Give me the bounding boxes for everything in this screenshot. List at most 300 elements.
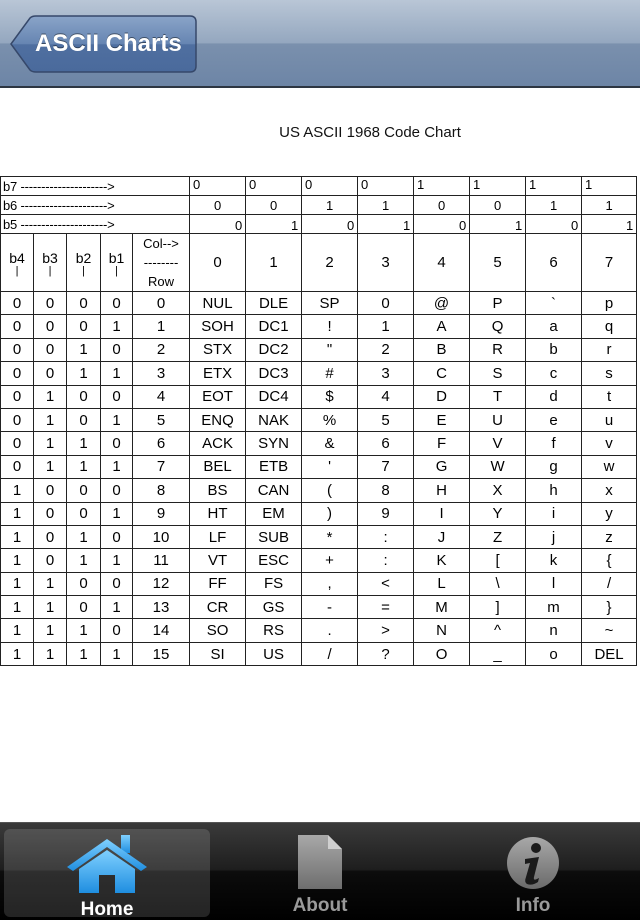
column-number: 5 (470, 234, 526, 292)
column-bit-cell (190, 215, 246, 234)
character-cell: EM (246, 502, 302, 525)
row-bit-cell: 0 (1, 385, 34, 408)
tab-about[interactable] (217, 829, 423, 917)
character-cell: N (414, 619, 470, 642)
row-number: 3 (133, 362, 190, 385)
character-cell: K (414, 549, 470, 572)
character-cell: n (526, 619, 582, 642)
row-bit-cell: 0 (1, 315, 34, 338)
row-bit-cell: 1 (34, 385, 67, 408)
row-bit-cell: 1 (34, 455, 67, 478)
column-bit-b6: 0 (438, 198, 446, 213)
row-bit-cell: 0 (101, 432, 133, 455)
row-bit-cell: 1 (101, 455, 133, 478)
row-bit-cell: 1 (67, 549, 101, 572)
row-bit-cell: 0 (67, 385, 101, 408)
tab-home[interactable] (4, 829, 210, 920)
column-bit-cell (582, 177, 637, 196)
character-cell: M (414, 596, 470, 619)
row-bit-cell: 0 (101, 338, 133, 361)
row-bit-cell: 0 (34, 525, 67, 548)
column-bit-cell (358, 177, 414, 196)
character-cell: / (582, 572, 637, 595)
row-bit-cell: 0 (101, 619, 133, 642)
character-cell: r (582, 338, 637, 361)
column-bit-b7: 1 (417, 177, 425, 192)
column-number: 1 (246, 234, 302, 292)
row-bit-cell: 0 (34, 362, 67, 385)
row-bit-cell: 1 (1, 549, 34, 572)
row-bit-cell: 0 (1, 362, 34, 385)
character-cell: D (414, 385, 470, 408)
row-bit-header (67, 234, 101, 292)
column-bit-cell (582, 215, 637, 234)
character-cell: x (582, 479, 637, 502)
character-cell: SYN (246, 432, 302, 455)
row-bit-cell: 0 (34, 502, 67, 525)
character-cell: ^ (470, 619, 526, 642)
column-bit-cell (190, 177, 246, 196)
row-bit-cell: 1 (67, 619, 101, 642)
row-bit-cell: 0 (101, 572, 133, 595)
table-row (1, 596, 637, 619)
column-bit-cell (470, 177, 526, 196)
row-bit-cell: 0 (67, 479, 101, 502)
character-cell: p (582, 292, 637, 315)
row-bit-cell: 0 (67, 292, 101, 315)
row-number: 10 (133, 525, 190, 548)
row-bit-cell: 0 (34, 479, 67, 502)
table-row (1, 455, 637, 478)
column-bit-b7: 0 (249, 177, 257, 192)
character-cell: % (302, 408, 358, 431)
character-cell: k (526, 549, 582, 572)
character-cell: g (526, 455, 582, 478)
column-bit-b7: 1 (585, 177, 593, 192)
character-cell: : (358, 549, 414, 572)
row-bit-cell: 1 (101, 315, 133, 338)
character-cell: GS (246, 596, 302, 619)
column-bit-b6: 1 (550, 198, 558, 213)
character-cell: SI (190, 642, 246, 665)
character-cell: { (582, 549, 637, 572)
character-cell: Q (470, 315, 526, 338)
column-bit-cell (246, 177, 302, 196)
column-number: 0 (190, 234, 246, 292)
column-bit-b6: 1 (605, 198, 613, 213)
character-cell: ENQ (190, 408, 246, 431)
character-cell: C (414, 362, 470, 385)
character-cell: BEL (190, 455, 246, 478)
character-cell: ( (302, 479, 358, 502)
character-cell: ' (302, 455, 358, 478)
column-bit-b5: 1 (515, 218, 523, 233)
row-bit-cell: 0 (1, 432, 34, 455)
col-row-header-dashes: -------- (143, 255, 179, 270)
character-cell: DC3 (246, 362, 302, 385)
character-cell: DLE (246, 292, 302, 315)
character-cell: RS (246, 619, 302, 642)
column-bit-cell (470, 215, 526, 234)
character-cell: + (302, 549, 358, 572)
character-cell: j (526, 525, 582, 548)
column-bit-cell (526, 215, 582, 234)
document-icon (296, 833, 344, 891)
character-cell: ESC (246, 549, 302, 572)
row-bit-cell: 0 (1, 292, 34, 315)
row-bit-cell: 1 (34, 408, 67, 431)
character-cell: t (582, 385, 637, 408)
column-bit-b5: 1 (403, 218, 411, 233)
row-bit-cell: 0 (1, 408, 34, 431)
row-bit-cell: 1 (34, 572, 67, 595)
row-number: 12 (133, 572, 190, 595)
character-cell: _ (470, 642, 526, 665)
row-number: 0 (133, 292, 190, 315)
ascii-code-chart (0, 176, 637, 666)
row-bit-header-label: b4 (9, 249, 25, 266)
row-bit-cell: 1 (1, 479, 34, 502)
row-number: 6 (133, 432, 190, 455)
bit-label-b6: b6 ---------------------> (1, 196, 190, 215)
character-cell: u (582, 408, 637, 431)
home-icon (65, 833, 149, 895)
row-bit-cell: 1 (1, 619, 34, 642)
character-cell: s (582, 362, 637, 385)
character-cell: T (470, 385, 526, 408)
column-number: 3 (358, 234, 414, 292)
tab-bar (0, 822, 640, 920)
character-cell: Y (470, 502, 526, 525)
character-cell: " (302, 338, 358, 361)
character-cell: m (526, 596, 582, 619)
row-bit-cell: 0 (101, 479, 133, 502)
row-bit-header-label: b2 (75, 249, 92, 266)
column-bit-b6: 0 (494, 198, 502, 213)
character-cell: DC4 (246, 385, 302, 408)
row-bit-cell: 0 (34, 315, 67, 338)
character-cell: FF (190, 572, 246, 595)
row-number: 9 (133, 502, 190, 525)
column-bit-b6: 1 (382, 198, 390, 213)
table-row (1, 362, 637, 385)
character-cell: 1 (358, 315, 414, 338)
character-cell: ` (526, 292, 582, 315)
row-bit-header-label: b3 (42, 249, 58, 266)
column-bit-b5: 1 (626, 218, 634, 233)
character-cell: I (414, 502, 470, 525)
character-cell: q (582, 315, 637, 338)
character-cell: G (414, 455, 470, 478)
row-number: 15 (133, 642, 190, 665)
row-bit-cell: 0 (67, 315, 101, 338)
bit-label-b5: b5 ---------------------> (1, 215, 190, 234)
row-bit-cell: 0 (67, 408, 101, 431)
row-bit-cell: 0 (67, 596, 101, 619)
character-cell: VT (190, 549, 246, 572)
column-bit-b6: 0 (214, 198, 222, 213)
column-bit-b7: 0 (361, 177, 369, 192)
column-bit-cell (414, 177, 470, 196)
column-bit-b5: 0 (347, 218, 355, 233)
column-number: 4 (414, 234, 470, 292)
row-bit-cell: 0 (34, 292, 67, 315)
row-bit-cell: 0 (67, 502, 101, 525)
navigation-bar (0, 0, 640, 88)
column-bit-b5: 0 (235, 218, 243, 233)
row-number: 13 (133, 596, 190, 619)
character-cell: FS (246, 572, 302, 595)
table-row (1, 479, 637, 502)
character-cell: DC1 (246, 315, 302, 338)
character-cell: y (582, 502, 637, 525)
row-bit-cell: 0 (1, 455, 34, 478)
character-cell: ACK (190, 432, 246, 455)
row-bit-cell: 1 (101, 502, 133, 525)
row-bit-cell: 1 (1, 525, 34, 548)
character-cell: SP (302, 292, 358, 315)
page-title: US ASCII 1968 Code Chart (279, 124, 461, 141)
character-cell: X (470, 479, 526, 502)
character-cell: [ (470, 549, 526, 572)
character-cell: STX (190, 338, 246, 361)
row-bit-cell: 1 (67, 338, 101, 361)
column-bit-b7: 1 (529, 177, 537, 192)
row-bit-header-label: b1 (108, 249, 125, 266)
column-bit-cell (414, 196, 470, 215)
character-cell: z (582, 525, 637, 548)
tab-home-label: Home (80, 899, 134, 920)
table-row (1, 292, 637, 315)
character-cell: EOT (190, 385, 246, 408)
column-bit-b7: 0 (305, 177, 313, 192)
col-row-header-row: Row (148, 274, 175, 289)
row-bit-cell: 1 (101, 408, 133, 431)
col-row-header (133, 234, 190, 292)
column-bit-cell (526, 177, 582, 196)
column-number: 7 (582, 234, 637, 292)
character-cell: 5 (358, 408, 414, 431)
character-cell: 2 (358, 338, 414, 361)
row-bit-cell: 1 (34, 432, 67, 455)
character-cell: ] (470, 596, 526, 619)
character-cell: c (526, 362, 582, 385)
table-row (1, 525, 637, 548)
column-bit-cell (190, 196, 246, 215)
character-cell: DEL (582, 642, 637, 665)
character-cell: L (414, 572, 470, 595)
character-cell: P (470, 292, 526, 315)
column-bit-cell (358, 196, 414, 215)
column-bit-cell (302, 215, 358, 234)
character-cell: J (414, 525, 470, 548)
table-row (1, 642, 637, 665)
character-cell: BS (190, 479, 246, 502)
row-bit-header (101, 234, 133, 292)
table-row (1, 385, 637, 408)
row-bit-header-bar: | (15, 264, 19, 277)
row-bit-cell: 1 (67, 432, 101, 455)
table-row (1, 502, 637, 525)
row-bit-cell: 0 (101, 525, 133, 548)
character-cell: W (470, 455, 526, 478)
character-cell: SUB (246, 525, 302, 548)
row-bit-cell: 1 (1, 502, 34, 525)
character-cell: } (582, 596, 637, 619)
tab-about-label: About (292, 895, 348, 916)
row-number: 8 (133, 479, 190, 502)
row-bit-cell: 0 (101, 385, 133, 408)
character-cell: 4 (358, 385, 414, 408)
character-cell: U (470, 408, 526, 431)
column-bit-cell (302, 177, 358, 196)
row-bit-cell: 1 (67, 455, 101, 478)
bit-row-b5 (1, 215, 637, 234)
character-cell: ~ (582, 619, 637, 642)
column-bit-cell (582, 196, 637, 215)
table-row (1, 619, 637, 642)
column-bit-cell (246, 215, 302, 234)
row-bit-cell: 0 (34, 338, 67, 361)
row-number: 11 (133, 549, 190, 572)
row-bit-cell: 1 (1, 572, 34, 595)
row-bit-cell: 1 (67, 525, 101, 548)
column-number: 6 (526, 234, 582, 292)
column-bit-cell (246, 196, 302, 215)
character-cell: 3 (358, 362, 414, 385)
character-cell: B (414, 338, 470, 361)
character-cell: ? (358, 642, 414, 665)
character-cell: 8 (358, 479, 414, 502)
character-cell: SO (190, 619, 246, 642)
column-bit-b7: 1 (473, 177, 481, 192)
row-number: 5 (133, 408, 190, 431)
character-cell: ! (302, 315, 358, 338)
character-cell: ETX (190, 362, 246, 385)
character-cell: DC2 (246, 338, 302, 361)
character-cell: / (302, 642, 358, 665)
column-bit-b5: 0 (459, 218, 467, 233)
character-cell: LF (190, 525, 246, 548)
row-bit-cell: 1 (101, 642, 133, 665)
row-bit-header-bar: | (48, 264, 52, 277)
character-cell: $ (302, 385, 358, 408)
character-cell: f (526, 432, 582, 455)
column-bit-cell (526, 196, 582, 215)
row-bit-header-bar: | (115, 264, 118, 277)
character-cell: l (526, 572, 582, 595)
character-cell: e (526, 408, 582, 431)
character-cell: b (526, 338, 582, 361)
character-cell: ETB (246, 455, 302, 478)
row-bit-cell: 1 (101, 549, 133, 572)
character-cell: V (470, 432, 526, 455)
row-bit-header (1, 234, 34, 292)
character-cell: US (246, 642, 302, 665)
row-bit-header-bar: | (82, 264, 85, 277)
character-cell: 9 (358, 502, 414, 525)
character-cell: = (358, 596, 414, 619)
character-cell: \ (470, 572, 526, 595)
character-cell: > (358, 619, 414, 642)
character-cell: E (414, 408, 470, 431)
character-cell: w (582, 455, 637, 478)
character-cell: & (302, 432, 358, 455)
row-bit-cell: 0 (1, 338, 34, 361)
bit-row-b7 (1, 177, 637, 196)
character-cell: d (526, 385, 582, 408)
character-cell: h (526, 479, 582, 502)
column-bit-b6: 1 (326, 198, 334, 213)
character-cell: ) (302, 502, 358, 525)
character-cell: S (470, 362, 526, 385)
character-cell: Z (470, 525, 526, 548)
character-cell: H (414, 479, 470, 502)
character-cell: v (582, 432, 637, 455)
column-number: 2 (302, 234, 358, 292)
row-number: 7 (133, 455, 190, 478)
table-row (1, 432, 637, 455)
row-bit-cell: 1 (34, 596, 67, 619)
row-bit-cell: 1 (101, 362, 133, 385)
character-cell: * (302, 525, 358, 548)
column-bit-b6: 0 (270, 198, 278, 213)
column-bit-b7: 0 (193, 177, 201, 192)
character-cell: o (526, 642, 582, 665)
column-bit-cell (358, 215, 414, 234)
row-bit-cell: 0 (67, 572, 101, 595)
column-bit-cell (470, 196, 526, 215)
table-row (1, 549, 637, 572)
table-row (1, 338, 637, 361)
character-cell: , (302, 572, 358, 595)
row-bit-cell: 1 (34, 642, 67, 665)
row-bit-cell: 1 (1, 642, 34, 665)
row-bit-cell: 1 (67, 642, 101, 665)
row-bit-cell: 0 (34, 549, 67, 572)
character-cell: A (414, 315, 470, 338)
character-cell: SOH (190, 315, 246, 338)
tab-info[interactable] (430, 829, 636, 917)
tab-info-label: Info (515, 895, 551, 916)
character-cell: # (302, 362, 358, 385)
character-cell: : (358, 525, 414, 548)
info-icon (505, 833, 561, 891)
character-cell: HT (190, 502, 246, 525)
row-bit-header (34, 234, 67, 292)
row-number: 1 (133, 315, 190, 338)
character-cell: F (414, 432, 470, 455)
bit-row-b6 (1, 196, 637, 215)
row-bit-cell: 1 (1, 596, 34, 619)
character-cell: CR (190, 596, 246, 619)
row-bit-cell: 1 (101, 596, 133, 619)
row-bit-cell: 1 (34, 619, 67, 642)
row-bit-cell: 0 (101, 292, 133, 315)
row-number: 2 (133, 338, 190, 361)
character-cell: 7 (358, 455, 414, 478)
back-button-label: ASCII Charts (35, 30, 182, 57)
table-row (1, 408, 637, 431)
column-bit-b5: 0 (571, 218, 579, 233)
back-button[interactable] (10, 15, 197, 73)
character-cell: < (358, 572, 414, 595)
character-cell: 0 (358, 292, 414, 315)
bit-label-b7: b7 ---------------------> (1, 177, 190, 196)
character-cell: R (470, 338, 526, 361)
column-bit-cell (414, 215, 470, 234)
character-cell: 6 (358, 432, 414, 455)
